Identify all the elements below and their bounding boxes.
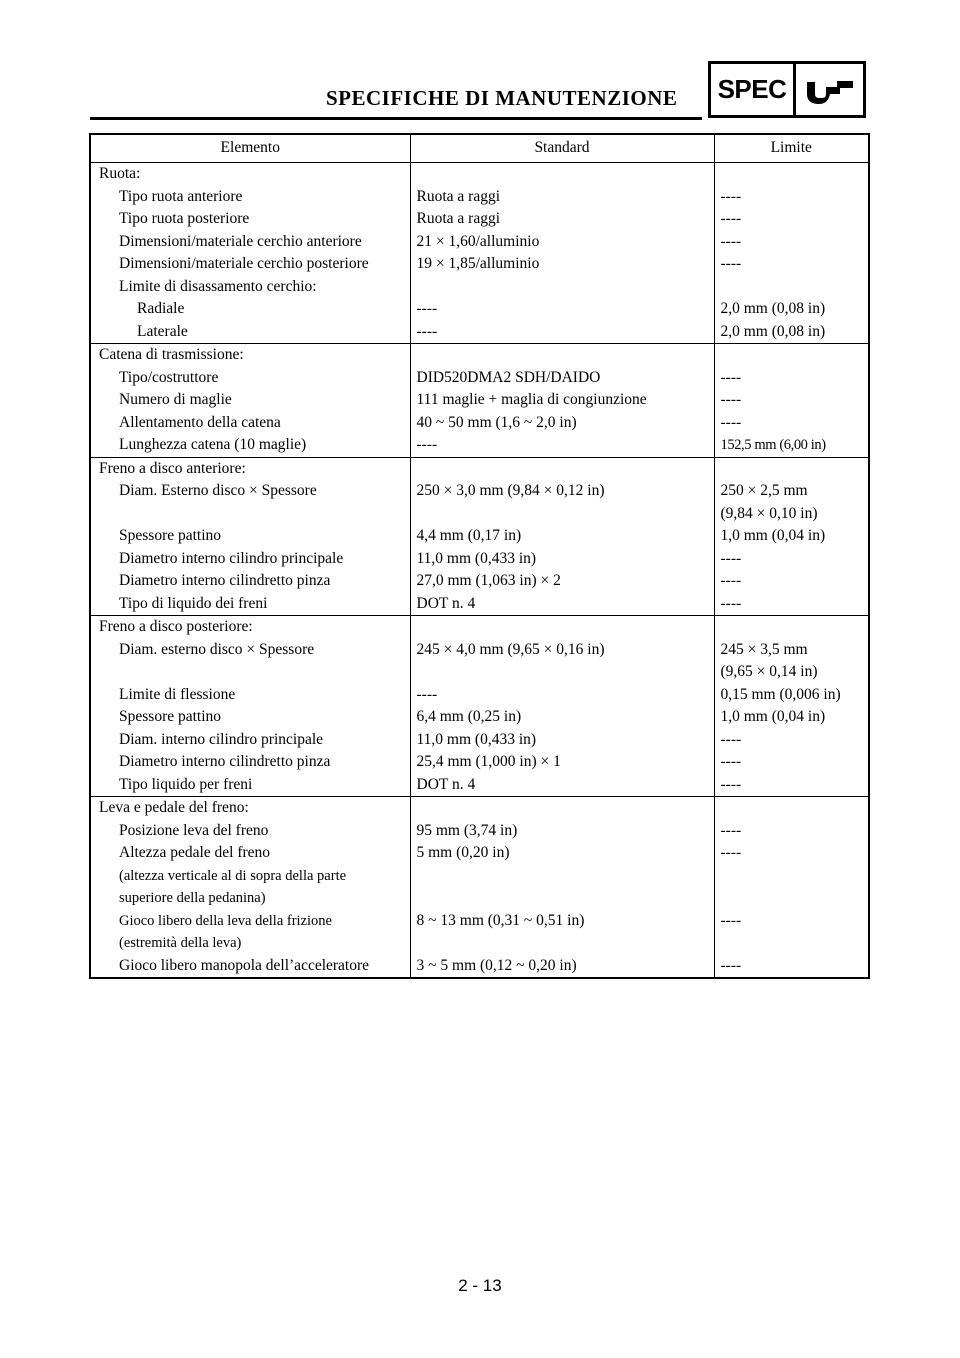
- table-row: [90, 163, 869, 186]
- limit-cell: [714, 344, 869, 367]
- element-label: Radiale: [137, 300, 185, 317]
- limit-cell: [714, 616, 869, 639]
- column-header-limit: Limite: [714, 134, 869, 163]
- table-row: [90, 842, 869, 910]
- limit-value-continued: (9,65 × 0,14 in): [720, 663, 818, 680]
- element-cell: [90, 525, 410, 548]
- limit-value: ----: [720, 753, 742, 770]
- limit-value: 152,5 mm (6,00 in): [720, 437, 826, 453]
- standard-cell: 21 × 1,60/alluminio: [410, 231, 714, 254]
- element-label: Freno a disco posteriore:: [99, 618, 253, 635]
- limit-value: ----: [720, 413, 742, 431]
- element-cell: [90, 616, 410, 639]
- element-cell: [90, 955, 410, 979]
- element-label: Dimensioni/materiale cerchio posteriore: [119, 255, 369, 272]
- element-cell: [90, 910, 410, 955]
- standard-cell: ----: [410, 684, 714, 707]
- element-cell: [90, 639, 410, 684]
- standard-cell: DOT n. 4: [410, 774, 714, 797]
- table-header-row: [90, 134, 869, 163]
- table-row: [90, 276, 869, 299]
- limit-cell: [714, 774, 869, 797]
- standard-cell: 8 ~ 13 mm (0,31 ~ 0,51 in): [410, 910, 714, 955]
- standard-cell: ----: [410, 321, 714, 344]
- element-cell: [90, 231, 410, 254]
- limit-value: ----: [720, 368, 742, 386]
- element-label: Posizione leva del freno: [119, 821, 269, 839]
- element-label: Diametro interno cilindro principale: [119, 549, 344, 567]
- table-row: [90, 729, 869, 752]
- element-cell: [90, 344, 410, 367]
- element-cell: [90, 186, 410, 209]
- element-label: Dimensioni/materiale cerchio anteriore: [119, 232, 362, 250]
- limit-cell: [714, 706, 869, 729]
- table-row: [90, 231, 869, 254]
- element-cell: [90, 820, 410, 843]
- standard-cell: 11,0 mm (0,433 in): [410, 729, 714, 752]
- limit-value: ----: [720, 572, 742, 589]
- table-row: [90, 593, 869, 616]
- element-label: Allentamento della catena: [119, 413, 281, 431]
- element-label: Catena di trasmissione:: [99, 346, 244, 363]
- limit-cell: [714, 389, 869, 412]
- element-label: Limite di disassamento cerchio:: [119, 277, 317, 295]
- title-divider: [90, 117, 702, 120]
- standard-cell: 5 mm (0,20 in): [410, 842, 714, 910]
- standard-cell: 19 × 1,85/alluminio: [410, 253, 714, 276]
- standard-cell: ----: [410, 298, 714, 321]
- page-number: 2 - 13: [458, 1276, 502, 1295]
- element-cell: [90, 298, 410, 321]
- element-label: Diametro interno cilindretto pinza: [119, 753, 331, 770]
- standard-cell: DOT n. 4: [410, 593, 714, 616]
- standard-cell: 6,4 mm (0,25 in): [410, 706, 714, 729]
- standard-cell: 27,0 mm (1,063 in) × 2: [410, 570, 714, 593]
- limit-value: ----: [720, 187, 742, 205]
- element-cell: [90, 751, 410, 774]
- table-row: [90, 321, 869, 344]
- element-cell: [90, 367, 410, 390]
- table-row: [90, 910, 869, 955]
- limit-cell: [714, 548, 869, 571]
- limit-value: 1,0 mm (0,04 in): [720, 527, 826, 544]
- element-label: Gioco libero manopola dell’acceleratore: [119, 956, 370, 974]
- table-row: [90, 253, 869, 276]
- limit-cell: [714, 231, 869, 254]
- element-label: Tipo liquido per freni: [119, 775, 253, 793]
- standard-cell: 250 × 3,0 mm (9,84 × 0,12 in): [410, 480, 714, 525]
- element-label: Diam. interno cilindro principale: [119, 730, 324, 748]
- limit-cell: [714, 639, 869, 684]
- element-cell: [90, 253, 410, 276]
- limit-cell: [714, 298, 869, 321]
- limit-cell: [714, 820, 869, 843]
- element-cell: [90, 570, 410, 593]
- element-label: Tipo ruota anteriore: [119, 187, 243, 205]
- limit-cell: [714, 163, 869, 186]
- element-cell: [90, 434, 410, 457]
- limit-value: ----: [720, 844, 742, 861]
- limit-cell: [714, 684, 869, 707]
- element-label: Diam. esterno disco × Spessore: [119, 640, 315, 658]
- wrench-icon: [796, 64, 863, 115]
- limit-cell: [714, 525, 869, 548]
- element-label: Lunghezza catena (10 maglie): [119, 436, 307, 453]
- limit-cell: [714, 434, 869, 457]
- element-cell: [90, 684, 410, 707]
- limit-cell: [714, 367, 869, 390]
- limit-cell: [714, 955, 869, 979]
- standard-cell: DID520DMA2 SDH/DAIDO: [410, 367, 714, 390]
- element-cell: [90, 389, 410, 412]
- limit-value: 1,0 mm (0,04 in): [720, 708, 826, 725]
- table-row: [90, 412, 869, 435]
- element-label: Limite di flessione: [119, 685, 236, 703]
- element-label: Diam. Esterno disco × Spessore: [119, 482, 317, 499]
- limit-value-continued: (9,84 × 0,10 in): [720, 504, 818, 522]
- limit-cell: [714, 480, 869, 525]
- standard-cell: 3 ~ 5 mm (0,12 ~ 0,20 in): [410, 955, 714, 979]
- element-label: Gioco libero della leva della frizione: [119, 912, 332, 929]
- element-cell: [90, 276, 410, 299]
- limit-value: ----: [720, 821, 742, 839]
- column-header-standard: Standard: [410, 134, 714, 163]
- limit-value: ----: [720, 210, 742, 227]
- standard-cell: 40 ~ 50 mm (1,6 ~ 2,0 in): [410, 412, 714, 435]
- table-row: [90, 684, 869, 707]
- element-cell: [90, 593, 410, 616]
- maintenance-spec-table: [89, 133, 870, 979]
- table-row: [90, 208, 869, 231]
- limit-value: ----: [720, 549, 742, 567]
- element-cell: [90, 729, 410, 752]
- limit-cell: [714, 593, 869, 616]
- element-cell: [90, 457, 410, 480]
- standard-cell: 111 maglie + maglia di congiunzione: [410, 389, 714, 412]
- limit-cell: [714, 842, 869, 910]
- element-label: Numero di maglie: [119, 391, 232, 408]
- standard-cell: 4,4 mm (0,17 in): [410, 525, 714, 548]
- element-cell: [90, 208, 410, 231]
- table-row: [90, 298, 869, 321]
- limit-value: ----: [720, 911, 742, 929]
- standard-cell: 11,0 mm (0,433 in): [410, 548, 714, 571]
- limit-cell: [714, 910, 869, 955]
- element-label: Altezza pedale del freno: [119, 844, 271, 861]
- element-label: Spessore pattino: [119, 527, 222, 544]
- limit-cell: [714, 751, 869, 774]
- standard-cell: [410, 616, 714, 639]
- limit-value: 2,0 mm (0,08 in): [720, 300, 826, 317]
- standard-cell: ----: [410, 434, 714, 457]
- table-row: [90, 774, 869, 797]
- table-row: [90, 706, 869, 729]
- limit-cell: [714, 570, 869, 593]
- element-cell: [90, 774, 410, 797]
- table-row: [90, 955, 869, 979]
- standard-cell: [410, 797, 714, 820]
- standard-cell: [410, 457, 714, 480]
- standard-cell: Ruota a raggi: [410, 186, 714, 209]
- element-cell: [90, 706, 410, 729]
- limit-value: 0,15 mm (0,006 in): [720, 685, 841, 703]
- limit-value: ----: [720, 232, 742, 250]
- element-note: superiore della pedanina): [119, 890, 266, 906]
- table-row: [90, 434, 869, 457]
- table-row: [90, 186, 869, 209]
- standard-cell: 95 mm (3,74 in): [410, 820, 714, 843]
- table-row: [90, 797, 869, 820]
- element-label: Freno a disco anteriore:: [99, 459, 246, 477]
- element-note: (estremità della leva): [119, 935, 242, 951]
- element-cell: [90, 321, 410, 344]
- element-note: (altezza verticale al di sopra della parte: [119, 867, 347, 884]
- table-row: [90, 616, 869, 639]
- element-label: Spessore pattino: [119, 708, 222, 725]
- standard-cell: 245 × 4,0 mm (9,65 × 0,16 in): [410, 639, 714, 684]
- table-row: [90, 525, 869, 548]
- limit-value: ----: [720, 391, 742, 408]
- standard-cell: [410, 344, 714, 367]
- limit-cell: [714, 457, 869, 480]
- standard-cell: [410, 163, 714, 186]
- element-cell: [90, 480, 410, 525]
- limit-cell: [714, 729, 869, 752]
- limit-value: 245 × 3,5 mm: [720, 640, 808, 658]
- limit-cell: [714, 208, 869, 231]
- limit-cell: [714, 321, 869, 344]
- element-cell: [90, 412, 410, 435]
- table-row: [90, 480, 869, 525]
- table-row: [90, 367, 869, 390]
- limit-value: 250 × 2,5 mm: [720, 482, 808, 499]
- limit-cell: [714, 276, 869, 299]
- spec-badge: [708, 61, 866, 118]
- table-body: [90, 163, 869, 979]
- limit-cell: [714, 412, 869, 435]
- limit-value: ----: [720, 730, 742, 748]
- element-cell: [90, 163, 410, 186]
- table-row: [90, 457, 869, 480]
- limit-cell: [714, 797, 869, 820]
- limit-cell: [714, 186, 869, 209]
- limit-value: 2,0 mm (0,08 in): [720, 322, 826, 340]
- table-row: [90, 639, 869, 684]
- table-row: [90, 820, 869, 843]
- element-cell: [90, 797, 410, 820]
- standard-cell: [410, 276, 714, 299]
- table-row: [90, 548, 869, 571]
- limit-value: ----: [720, 775, 742, 793]
- limit-value: ----: [720, 594, 742, 612]
- column-header-element: Elemento: [90, 134, 410, 163]
- limit-value: ----: [720, 255, 742, 272]
- element-cell: [90, 842, 410, 910]
- standard-cell: Ruota a raggi: [410, 208, 714, 231]
- element-label: Tipo ruota posteriore: [119, 210, 250, 227]
- spec-badge-label: SPEC: [711, 64, 796, 115]
- page-title: SPECIFICHE DI MANUTENZIONE: [326, 86, 678, 110]
- table-row: [90, 570, 869, 593]
- element-label: Leva e pedale del freno:: [99, 799, 249, 816]
- table-row: [90, 344, 869, 367]
- element-label: Laterale: [137, 322, 188, 340]
- element-label: Tipo di liquido dei freni: [119, 594, 268, 612]
- element-label: Diametro interno cilindretto pinza: [119, 572, 331, 589]
- limit-cell: [714, 253, 869, 276]
- element-label: Tipo/costruttore: [119, 368, 219, 386]
- table-row: [90, 751, 869, 774]
- element-cell: [90, 548, 410, 571]
- table-row: [90, 389, 869, 412]
- limit-value: ----: [720, 956, 742, 974]
- element-label: Ruota:: [99, 165, 141, 182]
- standard-cell: 25,4 mm (1,000 in) × 1: [410, 751, 714, 774]
